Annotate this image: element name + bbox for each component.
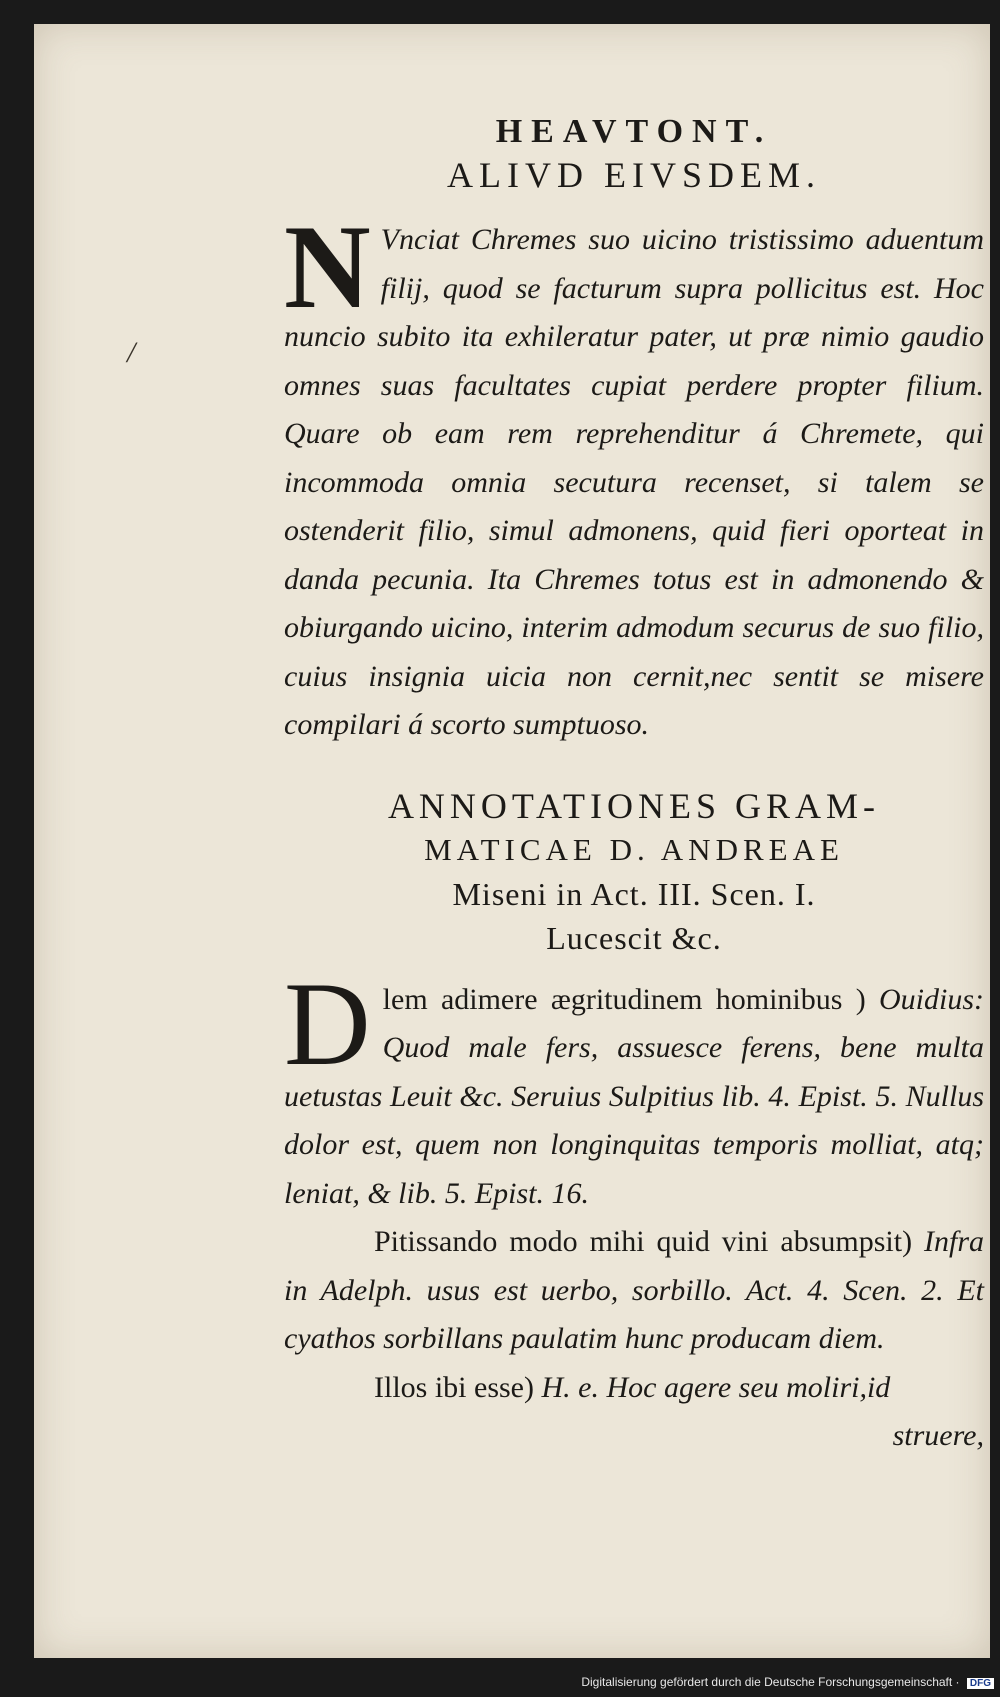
- page-content: [284, 112, 984, 1460]
- book-page: [34, 24, 990, 1658]
- dropcap-d: D: [284, 956, 371, 1090]
- catchword: struere,: [892, 1419, 984, 1452]
- note-3: [284, 1364, 984, 1413]
- argument-text: Vnciat Chremes suo uicino tristissimo aduentum filij, quod se facturum supra pollicitus est. Hoc nuncio subito ita exhileratur pater, ut præ nimio gaudio omnes suas facultates cupiat perdere propter filium. Quare ob eam rem reprehenditur á Chremete, qui incommoda omnia secutura recenset, si talem se ostenderit filio, simul admonens, quid fieri oporteat in danda pecunia. Ita Chremes totus est in admonendo & obiurgando uicino, interim admodum securus de suo filio, cuius insignia uicia non cernit,nec sentit se misere compilari á scorto sumptuoso.: [284, 223, 984, 741]
- note-3-comment: H. e. Hoc agere seu moliri,id: [541, 1370, 891, 1404]
- note-1-comment: Ouidius: Quod male fers, assuesce ferens, bene multa uetustas Leuit &c. Seruius Sulpitius lib. 4. Epist. 5. Nullus dolor est, quem non longinquitas temporis molliat, atq; leniat, & lib. 5. Epist. 16.: [284, 982, 984, 1210]
- note-3-lemma: Illos ibi esse): [374, 1370, 534, 1404]
- footer-text: Digitalisierung gefördert durch die Deutsche Forschungsgemeinschaft ·: [581, 1675, 960, 1689]
- annotations-heading-line4: Lucescit &c.: [546, 919, 722, 956]
- dropcap-n: N: [284, 200, 371, 333]
- section-heading: ALIVD EIVSDEM.: [447, 155, 821, 195]
- note-1-lemma: lem adimere ægritudinem hominibus ): [382, 982, 866, 1016]
- running-title: HEAVTONT.: [495, 113, 773, 150]
- argument-paragraph: [284, 200, 984, 750]
- note-1: [284, 956, 984, 1219]
- annotations-heading-line3: Miseni in Act. III. Scen. I.: [452, 875, 816, 912]
- note-2: [284, 1218, 984, 1364]
- annotations-heading-line2: MATICAE D. ANDREAE: [424, 831, 844, 867]
- footer-credit: [0, 1675, 994, 1689]
- dfg-logo: DFG: [967, 1678, 994, 1689]
- note-2-lemma: Pitissando modo mihi quid vini absumpsit): [374, 1225, 913, 1258]
- note-2-comment: Infra in Adelph. usus est uerbo, sorbillo. Act. 4. Scen. 2. Et cyathos sorbillans paulatim hunc producam diem.: [284, 1225, 985, 1355]
- annotations-heading-line1: ANNOTATIONES GRAM-: [387, 785, 881, 826]
- margin-mark: /: [127, 336, 136, 369]
